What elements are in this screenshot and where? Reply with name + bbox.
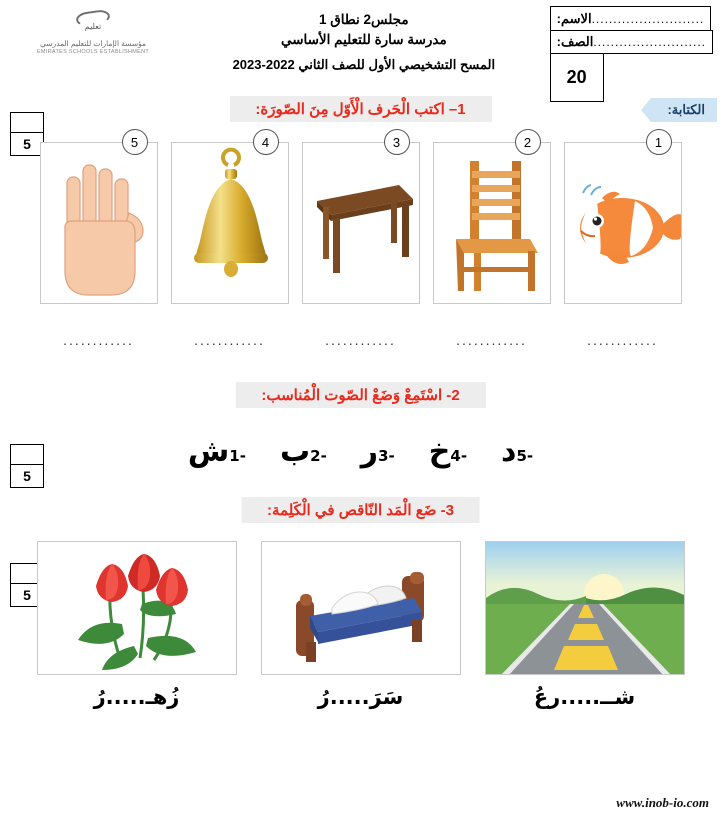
student-info-block: [550, 6, 713, 102]
q2-letter-2[interactable]: [280, 434, 327, 469]
logo-word: تعليم: [84, 22, 102, 31]
question-1-items: [0, 134, 721, 348]
bed-image: [261, 541, 461, 675]
table-image: [302, 142, 420, 304]
council-line: مجلس2 نطاق 1: [319, 12, 409, 27]
q2-letter-4[interactable]: [429, 434, 467, 469]
question-3-mark: 5: [23, 587, 31, 603]
q1-item-1-answer[interactable]: ............: [587, 332, 658, 348]
question-1-banner-row: [0, 96, 721, 126]
question-2-mark-box: [10, 444, 44, 488]
question-1-mark: 5: [23, 136, 31, 152]
tulips-image: [37, 541, 237, 675]
q3-item-3-word[interactable]: زُهـ.....رُ: [93, 685, 180, 709]
class-label: الصف:: [556, 34, 594, 49]
document-title-block: [178, 6, 550, 74]
q1-item-4-number: 4: [253, 129, 279, 155]
q1-item-5-answer[interactable]: ............: [63, 332, 134, 348]
total-mark-box: 20: [550, 53, 604, 102]
q1-item-2-number: 2: [515, 129, 541, 155]
question-2-banner: 2- اسْتَمِعْ وَضَعْ الصّوت الْمُناسب:: [235, 382, 485, 408]
footer-url: www.inob-io.com: [616, 795, 709, 810]
q1-item-3-number: 3: [384, 129, 410, 155]
organization-logo: [8, 6, 178, 55]
q2-letter-3-index: -3: [378, 447, 395, 465]
exam-line: المسح التشخيصي الأول للصف الثاني 2022-2023: [232, 56, 496, 72]
bell-image: [171, 142, 289, 304]
q2-letter-3-glyph: ر: [360, 434, 379, 469]
q1-item-3-answer[interactable]: ............: [325, 332, 396, 348]
q3-item-1-word[interactable]: شــ.....رعُ: [533, 685, 636, 709]
q1-item-2: [433, 134, 551, 348]
q2-letter-1-index: -1: [229, 447, 246, 465]
q2-letter-4-glyph: خ: [428, 434, 451, 469]
chair-image: [433, 142, 551, 304]
class-field-row[interactable]: [550, 30, 713, 54]
q2-letter-2-index: -2: [310, 447, 327, 465]
school-line: مدرسة سارة للتعليم الأساسي: [280, 32, 447, 48]
class-input-dots[interactable]: ..........................: [593, 35, 706, 49]
question-3-banner-row: [0, 497, 721, 527]
q1-item-5-number: 5: [122, 129, 148, 155]
q2-letter-1[interactable]: [188, 434, 246, 469]
document-header: [0, 0, 721, 92]
name-field-row[interactable]: [550, 6, 712, 30]
logo-english-name: EMIRATES SCHOOLS ESTABLISHMENT: [36, 49, 150, 55]
hand-image: [40, 142, 158, 304]
q1-item-3: [302, 134, 420, 348]
q1-item-5: [40, 134, 158, 348]
q2-letter-5-glyph: د: [501, 434, 517, 469]
name-label: الاسم:: [556, 10, 592, 26]
question-2-mark: 5: [23, 468, 31, 484]
q2-letter-2-glyph: ب: [279, 434, 311, 469]
q1-item-2-answer[interactable]: ............: [456, 332, 527, 348]
education-logo-icon: [70, 8, 116, 38]
q1-item-4: [171, 134, 289, 348]
question-2-banner-row: [0, 382, 721, 412]
q2-letter-4-index: -4: [450, 447, 468, 465]
q1-item-1-number: 1: [646, 129, 672, 155]
q3-item-2-word[interactable]: سَرَ.....رُ: [317, 685, 404, 709]
question-1-banner: 1– اكتب الْحَرف الْأَوّل مِنَ الصّورَة:: [229, 96, 491, 122]
clownfish-image: [564, 142, 682, 304]
road-image: [485, 541, 685, 675]
question-3-items: [0, 541, 721, 709]
skill-tag-writing: الكتابة:: [651, 98, 717, 122]
question-3-banner: 3- ضَع الْمَد النّاقص في الْكَلِمة:: [241, 497, 480, 523]
q1-item-1: [564, 134, 682, 348]
q2-letter-5[interactable]: [501, 434, 533, 469]
q3-item-2: [261, 541, 461, 709]
q3-item-1: [485, 541, 685, 709]
q2-letter-3[interactable]: [361, 434, 395, 469]
q2-letter-5-index: -5: [516, 447, 534, 465]
question-2-letters: [0, 434, 721, 469]
logo-arabic-name: مؤسسة الإمارات للتعليم المدرسي: [39, 39, 147, 48]
name-input-dots[interactable]: ..........................: [591, 11, 705, 26]
q2-letter-1-glyph: ش: [187, 434, 230, 469]
q3-item-3: [37, 541, 237, 709]
q1-item-4-answer[interactable]: ............: [194, 332, 265, 348]
